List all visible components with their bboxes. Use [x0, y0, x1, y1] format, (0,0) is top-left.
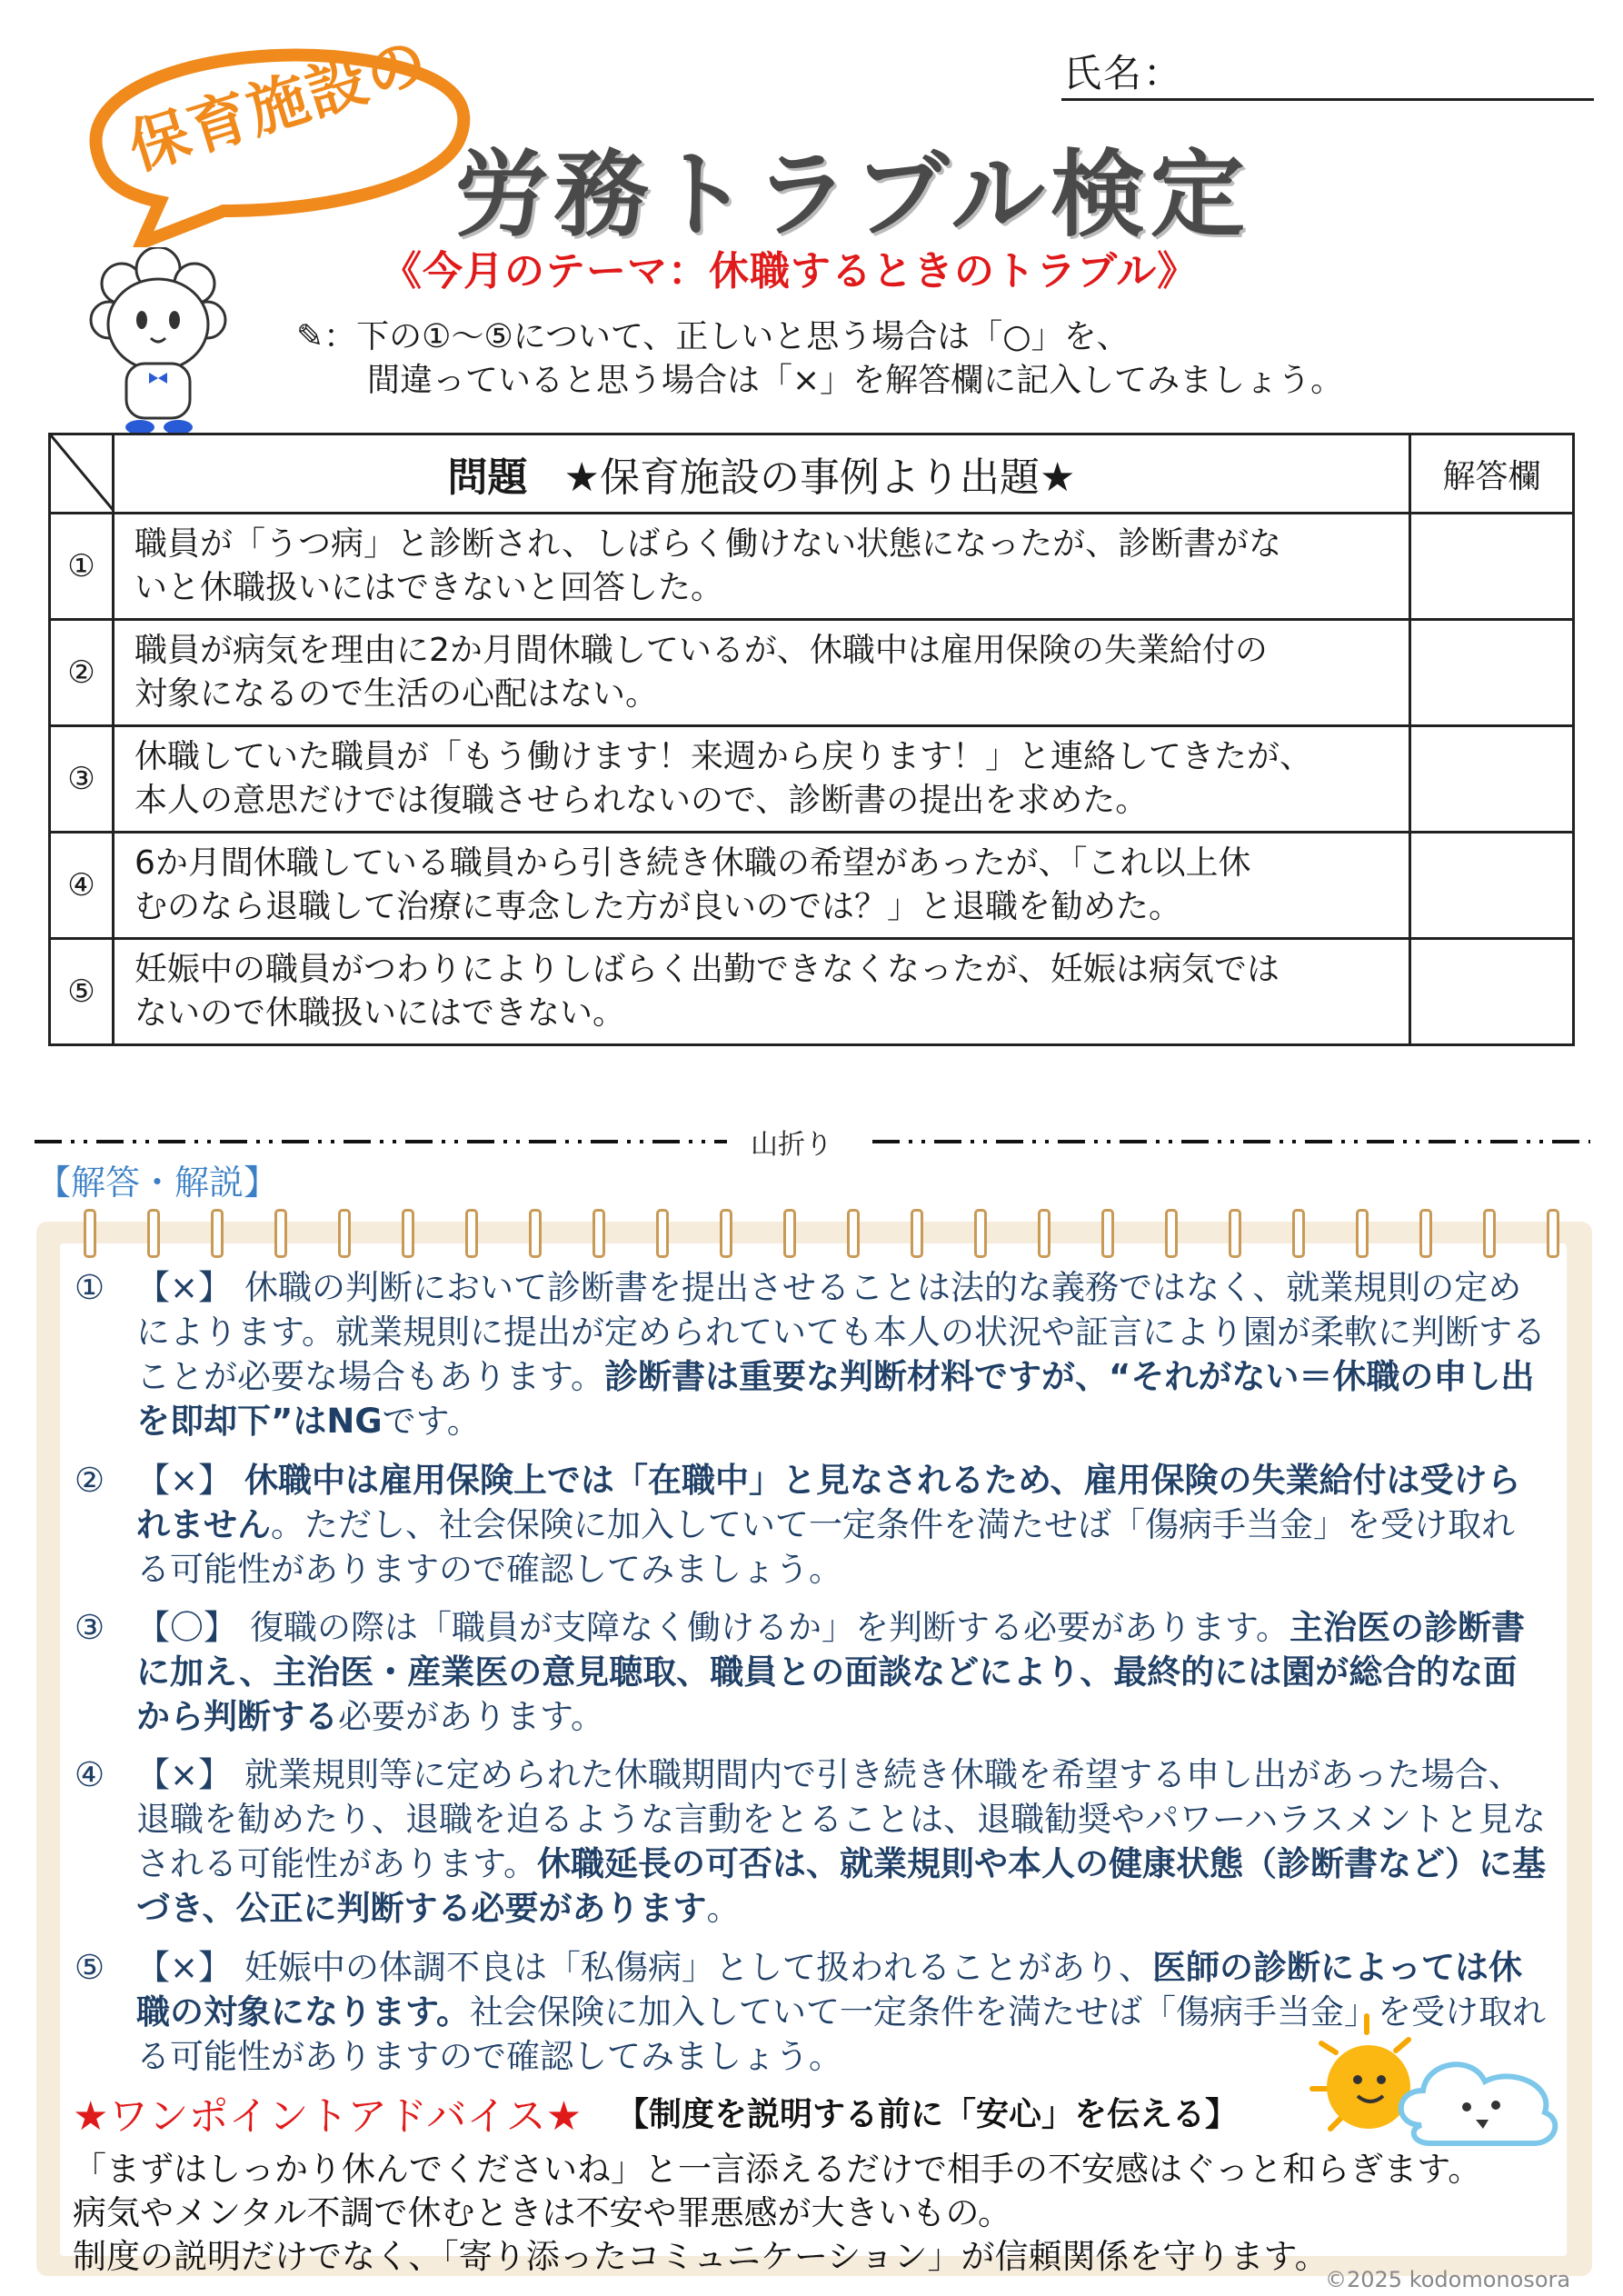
advice-line: 「まずはしっかり休んでくださいね」と一言添えるだけで相手の不安感はぐっと和らぎます。 — [73, 2150, 1482, 2189]
answer-item: ③ 【〇】 復職の際は「職員が支障なく働けるか」を判断する必要があります。主治医の診断書に加え、主治医・産業医の意見聴取、職員との面談などにより、最終的には園が総合的な面から判断する必要があります。 — [75, 1605, 1547, 1739]
notebook-ring — [847, 1209, 860, 1258]
question-header-sub: ★保育施設の事例より出題★ — [563, 454, 1076, 501]
question-row — [50, 514, 1574, 620]
question-text: 休職していた職員が「もう働けます！来週から戻ります！」と連絡してきたが、 本人の意思だけでは復職させられないので、診断書の提出を求めた。 — [114, 726, 1410, 833]
notebook-ring — [974, 1209, 987, 1258]
notebook-ring — [402, 1209, 414, 1258]
fold-line-right — [872, 1140, 1590, 1143]
notebook-ring — [1038, 1209, 1050, 1258]
question-text: 6か月間休職している職員から引き続き休職の希望があったが、「これ以上休 むのなら退職して治療に専念した方が良いのでは？」と退職を勧めた。 — [114, 833, 1410, 939]
notebook-ring — [1356, 1209, 1369, 1258]
question-row — [50, 726, 1574, 833]
advice-title: ★ワンポイントアドバイス★ — [73, 2093, 582, 2140]
answer-number: ⑤ — [75, 1948, 105, 1987]
question-number: ② — [50, 620, 114, 726]
question-number: ① — [50, 514, 114, 620]
question-text: 職員が病気を理由に2か月間休職しているが、休職中は雇用保険の失業給付の 対象になるので生活の心配はない。 — [114, 620, 1410, 726]
notebook-ring — [211, 1209, 224, 1258]
sheep-mascot-icon — [76, 247, 240, 438]
diagonal-cell — [50, 434, 114, 514]
answer-item: ⑤ 【×】 妊娠中の体調不良は「私傷病」として扱われることがあり、医師の診断によっては休職の対象になります。社会保険に加入していて一定条件を満たせば「傷病手当金」を受け取れる可能性がありますので確認してみましょう。 — [75, 1945, 1547, 2079]
instruction-line-1: ✎：下の①～⑤について、正しいと思う場合は「○」を、 — [296, 318, 1130, 355]
notebook-ring — [1419, 1209, 1432, 1258]
question-row — [50, 620, 1574, 726]
notebook-ring — [338, 1209, 351, 1258]
notebook-ring — [592, 1209, 605, 1258]
answer-section-header: 【解答・解説】 — [36, 1163, 279, 1203]
advice-line: 制度の説明だけでなく、「寄り添ったコミュニケーション」が信頼関係を守ります。 — [73, 2237, 1329, 2276]
answer-number: ③ — [75, 1608, 105, 1647]
answer-item: ④ 【×】 就業規則等に定められた休職期間内で引き続き休職を希望する申し出があった場合、退職を勧めたり、退職を迫るような言動をとることは、退職勧奨やパワーハラスメントと見なされる可能性があります。休職延長の可否は、就業規則や本人の健康状態（診断書など）に基づき、公正に判断する必要があります。 — [75, 1752, 1547, 1931]
notebook-ring — [1547, 1209, 1559, 1258]
answer-column-header: 解答欄 — [1410, 434, 1574, 514]
notebook-ring — [1292, 1209, 1305, 1258]
question-number: ⑤ — [50, 939, 114, 1045]
question-row — [50, 833, 1574, 939]
page-title: 労務トラブル検定 — [454, 139, 1250, 250]
notebook-ring — [529, 1209, 542, 1258]
name-field[interactable] — [1061, 98, 1594, 101]
answer-number: ② — [75, 1461, 105, 1500]
notebook-ring — [720, 1209, 732, 1258]
theme-title: 《今月のテーマ：休職するときのトラブル》 — [382, 248, 1199, 294]
fold-line-left — [35, 1140, 727, 1143]
notebook-ring — [783, 1209, 796, 1258]
advice-subtitle: 【制度を説明する前に「安心」を伝える】 — [616, 2096, 1239, 2133]
name-label: 氏名： — [1063, 51, 1184, 95]
sun-cloud-icon — [1294, 2007, 1567, 2152]
answer-cell[interactable] — [1410, 939, 1574, 1045]
notebook-ring — [1229, 1209, 1241, 1258]
notebook-ring — [274, 1209, 287, 1258]
answer-number: ① — [75, 1268, 105, 1307]
question-header-label: 問題 — [447, 454, 528, 501]
question-text: 職員が「うつ病」と診断され、しばらく働けない状態になったが、診断書がな いと休職扱いにはできないと回答した。 — [114, 514, 1410, 620]
notebook-ring — [84, 1209, 96, 1258]
fold-label: 山折り — [751, 1129, 832, 1161]
copyright: ©2025 kodomonosora — [1325, 2267, 1571, 2292]
answer-cell[interactable] — [1410, 833, 1574, 939]
answer-cell[interactable] — [1410, 726, 1574, 833]
question-row — [50, 939, 1574, 1045]
answer-cell[interactable] — [1410, 620, 1574, 726]
advice-line: 病気やメンタル不調で休むときは不安や罪悪感が大きいもの。 — [73, 2193, 1012, 2232]
notebook-ring — [1165, 1209, 1178, 1258]
notebook-ring — [911, 1209, 923, 1258]
notebook-ring — [465, 1209, 478, 1258]
question-header — [114, 434, 1410, 514]
diagonal-line — [51, 435, 115, 512]
answer-cell[interactable] — [1410, 514, 1574, 620]
badge-text: 保育施設の — [120, 25, 437, 184]
instruction-line-2: 間違っていると思う場合は「×」を解答欄に記入してみましょう。 — [367, 362, 1344, 399]
notebook-ring — [1101, 1209, 1114, 1258]
question-text: 妊娠中の職員がつわりによりしばらく出勤できなくなったが、妊娠は病気では ないので休職扱いにはできない。 — [114, 939, 1410, 1045]
answer-item: ① 【×】 休職の判断において診断書を提出させることは法的な義務ではなく、就業規則の定めによります。就業規則に提出が定められていても本人の状況や証言により園が柔軟に判断することが必要な場合もあります。診断書は重要な判断材料ですが、“それがない＝休職の申し出を即却下”はNGです。 — [75, 1265, 1547, 1443]
question-number: ④ — [50, 833, 114, 939]
notebook-ring — [1483, 1209, 1496, 1258]
answer-number: ④ — [75, 1755, 105, 1794]
notebook-ring — [656, 1209, 669, 1258]
question-number: ③ — [50, 726, 114, 833]
table-header-row — [50, 434, 1574, 514]
notebook-ring — [147, 1209, 160, 1258]
question-table — [48, 433, 1575, 1046]
answer-item: ② 【×】 休職中は雇用保険上では「在職中」と見なされるため、雇用保険の失業給付は受けられません。ただし、社会保険に加入していて一定条件を満たせば「傷病手当金」を受け取れる可能性がありますので確認してみましょう。 — [75, 1458, 1547, 1592]
